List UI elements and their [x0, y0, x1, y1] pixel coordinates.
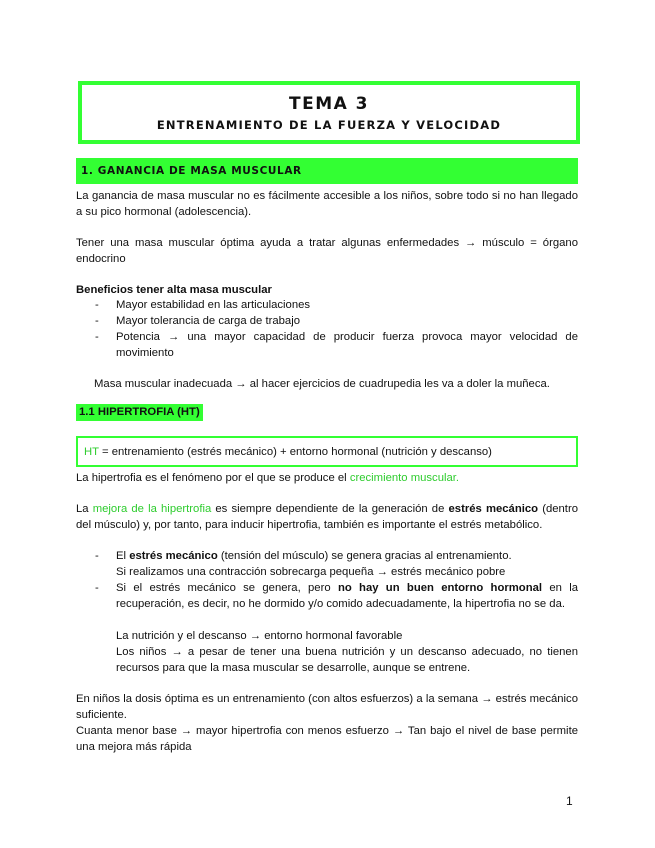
paragraph	[76, 470, 578, 486]
page-title: TEMA 3	[288, 94, 370, 114]
text-run: (dentro del músculo) y, por tanto, para inducir hipertrofia, también es importante el estrés metabólico.	[76, 503, 578, 531]
formula-ht: HT	[84, 446, 99, 458]
list-item	[116, 580, 578, 612]
list-item-line: La nutrición y el descanso → entorno hormonal favorable	[116, 630, 403, 642]
bold-text: estrés mecánico	[129, 550, 218, 562]
note-text: Masa muscular inadecuada → al hacer ejercicios de cuadrupedia les va a doler la muñeca.	[94, 378, 550, 390]
bullet-dash: -	[95, 315, 99, 327]
page-subtitle: ENTRENAMIENTO DE LA FUERZA Y VELOCIDAD	[156, 118, 502, 132]
text-run: Si el estrés mecánico se genera, pero	[116, 582, 338, 594]
section-heading: 1. GANANCIA DE MASA MUSCULAR	[81, 165, 302, 177]
list-item	[116, 548, 578, 564]
text-run: en la recuperación, es decir, no he dormido y/o comido adecuadamente, la hipertrofia no se da.	[116, 582, 578, 610]
text-run: (tensión del músculo) se genera gracias al entrenamiento.	[217, 550, 512, 562]
bold-text: estrés mecánico	[448, 503, 539, 515]
paragraph: Tener una masa muscular óptima ayuda a tratar algunas enfermedades → músculo = órgano endocrino	[76, 237, 578, 265]
list-item-line: Los niños → a pesar de tener una buena nutrición y un descanso adecuado, no tienen recursos para que la masa muscular se desarrolle, aunque se entrene.	[116, 646, 578, 674]
bullet-dash: -	[95, 582, 99, 594]
list-item: Mayor estabilidad en las articulaciones	[116, 299, 311, 311]
text-run: La	[76, 503, 93, 515]
paragraph: En niños la dosis óptima es un entrenamiento (con altos esfuerzos) a la semana → estrés mecánico suficiente.	[76, 693, 578, 721]
paragraph: La ganancia de masa muscular no es fácilmente accesible a los niños, sobre todo si no han llegado a su pico hormonal (adolescencia).	[76, 190, 578, 218]
list-item-line: Si realizamos una contracción sobrecarga pequeña → estrés mecánico pobre	[116, 566, 506, 578]
list-item: Potencia → una mayor capacidad de producir fuerza provoca mayor velocidad de movimiento	[116, 331, 578, 359]
bold-text: no hay un buen entorno hormonal	[337, 582, 543, 594]
formula-rest: = entrenamiento (estrés mecánico) + entorno hormonal (nutrición y descanso)	[98, 446, 492, 458]
list-title: Beneficios tener alta masa muscular	[76, 284, 272, 296]
bullet-dash: -	[95, 331, 99, 343]
text-run: El	[116, 550, 130, 562]
bullet-dash: -	[95, 550, 99, 562]
text-run: La hipertrofia es el fenómeno por el que se produce el	[76, 472, 350, 484]
subsection-heading: 1.1 HIPERTROFIA (HT)	[76, 404, 203, 421]
paragraph: Cuanta menor base → mayor hipertrofia con menos esfuerzo → Tan bajo el nivel de base permite una mejora más rápida	[76, 725, 578, 753]
paragraph	[76, 501, 578, 533]
section-heading-bar	[76, 158, 578, 184]
text-run: es siempre dependiente de la generación de	[211, 503, 449, 515]
bullet-dash: -	[95, 299, 99, 311]
highlight-text: crecimiento muscular.	[349, 472, 460, 484]
formula-text	[84, 444, 492, 460]
formula-box	[76, 436, 578, 467]
page-number: 1	[566, 794, 573, 808]
title-box	[78, 81, 580, 144]
highlight-text: mejora de la hipertrofia	[92, 503, 212, 515]
list-item: Mayor tolerancia de carga de trabajo	[116, 315, 300, 327]
